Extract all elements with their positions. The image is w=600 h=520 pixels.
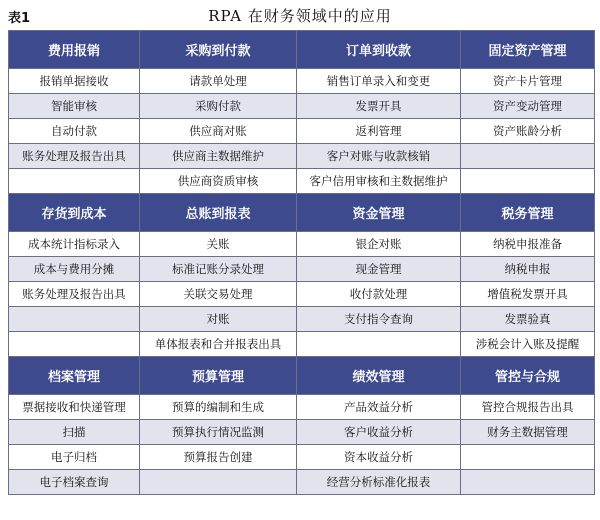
table-cell: 发票验真	[461, 307, 595, 332]
table-cell: 电子归档	[9, 445, 140, 470]
table-caption	[0, 0, 600, 30]
table-cell: 管控合规报告出具	[461, 395, 595, 420]
table-row	[9, 395, 595, 420]
table-row	[9, 169, 595, 194]
table-cell: 智能审核	[9, 94, 140, 119]
table-cell	[461, 144, 595, 169]
table-cell: 票据接收和快递管理	[9, 395, 140, 420]
table-cell: 返利管理	[297, 119, 461, 144]
table-cell: 供应商主数据维护	[140, 144, 297, 169]
table-cell: 预算执行情况监测	[140, 420, 297, 445]
table-cell: 预算报告创建	[140, 445, 297, 470]
category-header: 档案管理	[9, 357, 140, 395]
table-row	[9, 470, 595, 495]
section-header-row	[9, 194, 595, 232]
table-cell: 纳税申报	[461, 257, 595, 282]
table-cell: 支付指令查询	[297, 307, 461, 332]
table-row	[9, 445, 595, 470]
table-cell: 报销单据接收	[9, 69, 140, 94]
table-cell: 资产卡片管理	[461, 69, 595, 94]
table-row	[9, 257, 595, 282]
category-header: 绩效管理	[297, 357, 461, 395]
table-cell: 资本收益分析	[297, 445, 461, 470]
table-cell: 客户对账与收款核销	[297, 144, 461, 169]
table-row	[9, 119, 595, 144]
table-cell	[9, 169, 140, 194]
category-header: 采购到付款	[140, 31, 297, 69]
table-row	[9, 282, 595, 307]
table-cell: 账务处理及报告出具	[9, 144, 140, 169]
table-cell: 纳税申报准备	[461, 232, 595, 257]
table-cell: 单体报表和合并报表出具	[140, 332, 297, 357]
table-cell: 资产账龄分析	[461, 119, 595, 144]
table-cell: 银企对账	[297, 232, 461, 257]
rpa-finance-table	[8, 30, 595, 495]
table-cell: 涉税会计入账及提醒	[461, 332, 595, 357]
table-cell: 增值税发票开具	[461, 282, 595, 307]
table-cell	[297, 332, 461, 357]
table-row	[9, 232, 595, 257]
table-cell: 采购付款	[140, 94, 297, 119]
table-cell: 销售订单录入和变更	[297, 69, 461, 94]
table-cell	[140, 470, 297, 495]
table-cell	[461, 169, 595, 194]
table-body	[9, 31, 595, 495]
category-header: 存货到成本	[9, 194, 140, 232]
table-cell: 供应商对账	[140, 119, 297, 144]
table-cell: 经营分析标准化报表	[297, 470, 461, 495]
table-cell: 现金管理	[297, 257, 461, 282]
table-cell: 客户收益分析	[297, 420, 461, 445]
table-row	[9, 420, 595, 445]
table-row	[9, 94, 595, 119]
table-cell: 收付款处理	[297, 282, 461, 307]
table-cell	[9, 332, 140, 357]
section-header-row	[9, 357, 595, 395]
table-cell: 关联交易处理	[140, 282, 297, 307]
table-title: RPA 在财务领域中的应用	[208, 7, 392, 25]
category-header: 税务管理	[461, 194, 595, 232]
category-header: 费用报销	[9, 31, 140, 69]
category-header: 订单到收款	[297, 31, 461, 69]
table-cell: 关账	[140, 232, 297, 257]
table-row	[9, 144, 595, 169]
table-cell: 扫描	[9, 420, 140, 445]
table-cell: 供应商资质审核	[140, 169, 297, 194]
category-header: 预算管理	[140, 357, 297, 395]
table-cell: 发票开具	[297, 94, 461, 119]
table-cell: 自动付款	[9, 119, 140, 144]
table-cell	[461, 470, 595, 495]
table-cell: 财务主数据管理	[461, 420, 595, 445]
table-cell: 资产变动管理	[461, 94, 595, 119]
table-cell: 成本与费用分摊	[9, 257, 140, 282]
table-cell: 电子档案查询	[9, 470, 140, 495]
section-header-row	[9, 31, 595, 69]
table-cell	[461, 445, 595, 470]
table-row	[9, 332, 595, 357]
table-cell: 成本统计指标录入	[9, 232, 140, 257]
table-row	[9, 69, 595, 94]
category-header: 资金管理	[297, 194, 461, 232]
table-cell	[9, 307, 140, 332]
table-cell: 请款单处理	[140, 69, 297, 94]
table-cell: 预算的编制和生成	[140, 395, 297, 420]
category-header: 固定资产管理	[461, 31, 595, 69]
table-cell: 客户信用审核和主数据维护	[297, 169, 461, 194]
table-cell: 产品效益分析	[297, 395, 461, 420]
category-header: 管控与合规	[461, 357, 595, 395]
table-cell: 账务处理及报告出具	[9, 282, 140, 307]
table-number: 表1	[8, 11, 31, 26]
category-header: 总账到报表	[140, 194, 297, 232]
table-cell: 标准记账分录处理	[140, 257, 297, 282]
table-row	[9, 307, 595, 332]
table-cell: 对账	[140, 307, 297, 332]
